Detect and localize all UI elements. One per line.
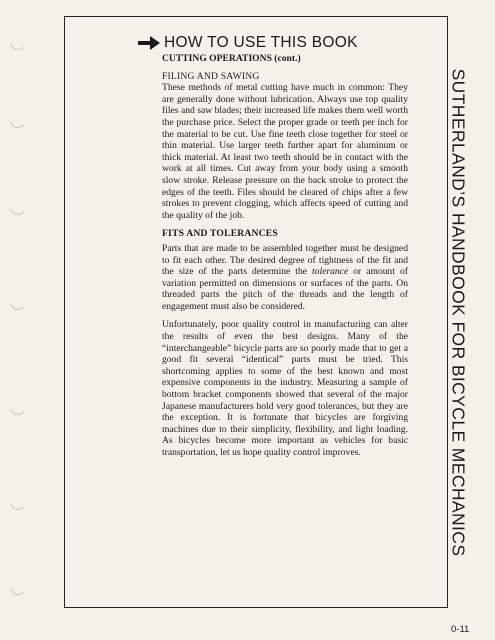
binder-hole-mark — [10, 498, 25, 513]
paragraph-fits-1 — [162, 243, 408, 313]
paragraph-fits-2: Unfortunately, poor quality control in manufacturing can alter the results of even the best designs. Many of the “interchangeable” bicycle parts are so poorly made that to get a good fit several “identical” parts must be tried. This shortcoming applies to some of the best known and most expensive components in the industry. Measuring a sample of bottom bracket components showed that several of the major Japanese manufacturers hold very good tolerances, but they are the exception. It is fortunate that bicycles are forgiving machines due to their simplicity, flexibility, and light loading. As bicycles become more important as vehicles for basic transportation, let us hope quality control improves. — [162, 319, 408, 458]
binder-hole-mark — [10, 298, 25, 313]
spine-title: SUTHERLAND’S HANDBOOK FOR BICYCLE MECHANICS — [448, 68, 469, 556]
paragraph-text: or amount of variation permitted on dimensions or surfaces of the parts. On threaded parts the pitch of the threads and the length of engagement must also be considered. — [162, 266, 408, 312]
page-number: 0-11 — [451, 624, 470, 635]
section-subtitle: CUTTING OPERATIONS (cont.) — [162, 53, 301, 64]
binder-hole-mark — [10, 203, 25, 218]
section-heading-filing: FILING AND SAWING — [162, 70, 260, 82]
page-title: HOW TO USE THIS BOOK — [164, 34, 358, 51]
paragraph-text: Parts that are made to be assembled together must be designed to fit each other. The desired degree of tightness of the fit and the size of the parts determine the — [162, 242, 408, 278]
binder-hole-mark — [10, 583, 25, 598]
binder-hole-mark — [10, 403, 25, 418]
section-heading-fits: FITS AND TOLERANCES — [162, 228, 278, 240]
arrow-right-icon — [138, 36, 160, 50]
main-content — [162, 53, 408, 466]
emphasis-term: tolerance — [312, 266, 349, 278]
section-header — [138, 34, 358, 52]
binder-hole-mark — [10, 38, 25, 53]
binder-hole-mark — [10, 116, 25, 131]
paragraph-filing: These methods of metal cutting have much in common: They are generally done without lubrication. Always use top quality files and saw blades; their increased life makes them well worth the purchase price. Select the proper grade or teeth per inch for the material to be cut. Use fine teeth close together for steel or thin material. Use larger teeth further apart for aluminum or thick material. At least two teeth should be in contact with the work at all times. Cut away from your body using a smooth slow stroke. Release pressure on the back stroke to protect the edges of the teeth. Files should be cleared of chips after a few strokes to prevent clogging, which affects speed of cutting and the quality of the job. — [162, 82, 408, 221]
spine — [436, 20, 480, 604]
